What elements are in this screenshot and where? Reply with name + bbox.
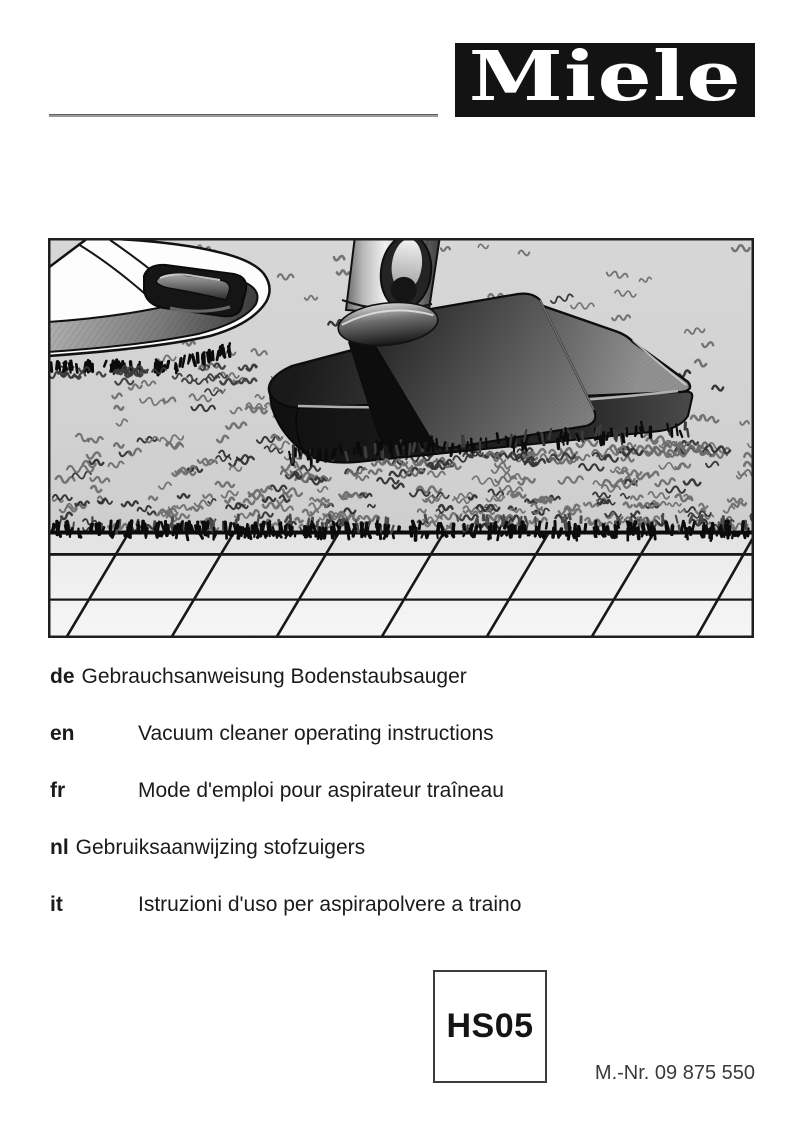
language-row-en: [50, 705, 670, 762]
language-title: Mode d'emploi pour aspirateur traîneau: [138, 778, 504, 802]
language-title: Gebrauchsanweisung Bodenstaubsauger: [81, 664, 467, 688]
tile-floor: [48, 534, 754, 638]
header-rule: [49, 114, 438, 117]
miele-logo-text: Miele: [468, 37, 742, 117]
language-title: Gebruiksaanwijzing stofzuigers: [75, 835, 366, 859]
model-code: HS05: [446, 1007, 534, 1045]
model-code-box: [433, 970, 547, 1083]
language-code: nl: [50, 835, 69, 859]
language-title: Istruzioni d'uso per aspirapolvere a traino: [138, 892, 522, 916]
language-row-de: [50, 648, 670, 705]
language-code: de: [50, 664, 75, 688]
language-code: fr: [50, 778, 66, 802]
miele-logo: [455, 37, 755, 117]
language-row-it: [50, 876, 670, 933]
language-code: en: [50, 721, 75, 745]
language-row-nl: [50, 819, 670, 876]
language-code: it: [50, 892, 63, 916]
language-title: Vacuum cleaner operating instructions: [138, 721, 494, 745]
cover-illustration: [48, 238, 754, 638]
material-number: M.-Nr. 09 875 550: [594, 1062, 755, 1084]
language-row-fr: [50, 762, 670, 819]
language-list: [50, 648, 670, 933]
